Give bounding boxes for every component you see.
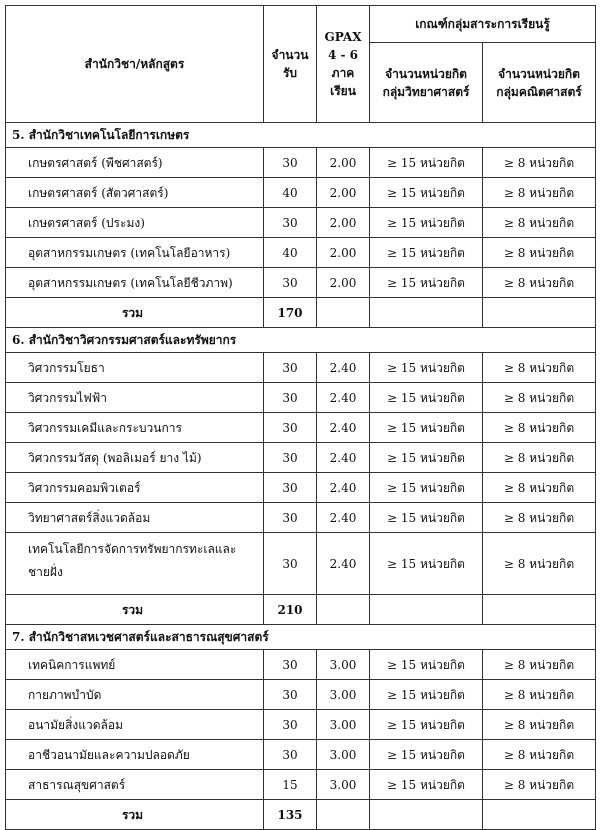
science-credits-cell: ≥ 15 หน่วยกิต: [370, 710, 483, 740]
gpax-cell: 2.40: [317, 503, 370, 533]
gpax-cell: 2.40: [317, 473, 370, 503]
program-name: เกษตรศาสตร์ (พืชศาสตร์): [6, 148, 264, 178]
science-credits-cell: ≥ 15 หน่วยกิต: [370, 650, 483, 680]
section-row: [6, 328, 596, 353]
total-label: รวม: [6, 595, 264, 625]
math-credits-cell: ≥ 8 หน่วยกิต: [483, 178, 596, 208]
empty-cell: [317, 800, 370, 830]
total-row: [6, 298, 596, 328]
program-name: วิศวกรรมวัสดุ (พอลิเมอร์ ยาง ไม้): [6, 443, 264, 473]
seats-cell: 30: [264, 740, 317, 770]
admission-table: [5, 5, 596, 830]
empty-cell: [370, 800, 483, 830]
gpax-cell: 2.00: [317, 238, 370, 268]
table-row: [6, 208, 596, 238]
empty-cell: [370, 595, 483, 625]
table-row: [6, 650, 596, 680]
table-row: [6, 710, 596, 740]
gpax-cell: 2.40: [317, 413, 370, 443]
header-criteria: เกณฑ์กลุ่มสาระการเรียนรู้: [370, 6, 596, 43]
total-label: รวม: [6, 800, 264, 830]
seats-cell: 30: [264, 443, 317, 473]
table-row: [6, 770, 596, 800]
seats-cell: 30: [264, 473, 317, 503]
gpax-cell: 3.00: [317, 680, 370, 710]
gpax-cell: 2.00: [317, 268, 370, 298]
program-name: เทคนิคการแพทย์: [6, 650, 264, 680]
math-credits-cell: ≥ 8 หน่วยกิต: [483, 710, 596, 740]
empty-cell: [483, 800, 596, 830]
section-title: 5. สำนักวิชาเทคโนโลยีการเกษตร: [6, 123, 596, 148]
total-row: [6, 595, 596, 625]
seats-cell: 30: [264, 383, 317, 413]
table-row: [6, 238, 596, 268]
science-credits-cell: ≥ 15 หน่วยกิต: [370, 208, 483, 238]
table-header: [6, 6, 596, 123]
science-credits-cell: ≥ 15 หน่วยกิต: [370, 268, 483, 298]
table-body: [6, 123, 596, 830]
gpax-cell: 2.40: [317, 383, 370, 413]
table-row: [6, 680, 596, 710]
science-credits-cell: ≥ 15 หน่วยกิต: [370, 383, 483, 413]
gpax-cell: 3.00: [317, 710, 370, 740]
math-credits-cell: ≥ 8 หน่วยกิต: [483, 148, 596, 178]
science-credits-cell: ≥ 15 หน่วยกิต: [370, 353, 483, 383]
seats-cell: 30: [264, 533, 317, 595]
science-credits-cell: ≥ 15 หน่วยกิต: [370, 770, 483, 800]
table-row: [6, 178, 596, 208]
math-credits-cell: ≥ 8 หน่วยกิต: [483, 238, 596, 268]
gpax-cell: 2.40: [317, 443, 370, 473]
header-program: สำนักวิชา/หลักสูตร: [6, 6, 264, 123]
science-credits-cell: ≥ 15 หน่วยกิต: [370, 533, 483, 595]
table-row: [6, 413, 596, 443]
math-credits-cell: ≥ 8 หน่วยกิต: [483, 383, 596, 413]
math-credits-cell: ≥ 8 หน่วยกิต: [483, 680, 596, 710]
math-credits-cell: ≥ 8 หน่วยกิต: [483, 533, 596, 595]
table-row: [6, 148, 596, 178]
section-row: [6, 625, 596, 650]
seats-cell: 30: [264, 353, 317, 383]
section-title: 7. สำนักวิชาสหเวชศาสตร์และสาธารณสุขศาสตร์: [6, 625, 596, 650]
science-credits-cell: ≥ 15 หน่วยกิต: [370, 680, 483, 710]
program-name: อุตสาหกรรมเกษตร (เทคโนโลยีอาหาร): [6, 238, 264, 268]
program-name: วิศวกรรมไฟฟ้า: [6, 383, 264, 413]
seats-cell: 30: [264, 503, 317, 533]
empty-cell: [483, 595, 596, 625]
math-credits-cell: ≥ 8 หน่วยกิต: [483, 503, 596, 533]
science-credits-cell: ≥ 15 หน่วยกิต: [370, 503, 483, 533]
gpax-cell: 2.40: [317, 533, 370, 595]
program-name: วิศวกรรมโยธา: [6, 353, 264, 383]
table-row: [6, 353, 596, 383]
section-title: 6. สำนักวิชาวิศวกรรมศาสตร์และทรัพยากร: [6, 328, 596, 353]
total-label: รวม: [6, 298, 264, 328]
table-row: [6, 383, 596, 413]
math-credits-cell: ≥ 8 หน่วยกิต: [483, 650, 596, 680]
total-value: 210: [264, 595, 317, 625]
gpax-cell: 3.00: [317, 740, 370, 770]
program-name: อาชีวอนามัยและความปลอดภัย: [6, 740, 264, 770]
program-name: เทคโนโลยีการจัดการทรัพยากรทะเลและชายฝั่ง: [6, 533, 264, 595]
science-credits-cell: ≥ 15 หน่วยกิต: [370, 148, 483, 178]
seats-cell: 30: [264, 148, 317, 178]
table-row: [6, 443, 596, 473]
gpax-cell: 2.00: [317, 208, 370, 238]
seats-cell: 30: [264, 413, 317, 443]
empty-cell: [483, 298, 596, 328]
section-row: [6, 123, 596, 148]
gpax-cell: 3.00: [317, 770, 370, 800]
header-science-credits: จำนวนหน่วยกิตกลุ่มวิทยาศาสตร์: [370, 43, 483, 123]
math-credits-cell: ≥ 8 หน่วยกิต: [483, 770, 596, 800]
seats-cell: 15: [264, 770, 317, 800]
empty-cell: [317, 595, 370, 625]
program-name: อนามัยสิ่งแวดล้อม: [6, 710, 264, 740]
seats-cell: 30: [264, 680, 317, 710]
empty-cell: [317, 298, 370, 328]
header-seats: จำนวนรับ: [264, 6, 317, 123]
table-row: [6, 740, 596, 770]
gpax-cell: 2.00: [317, 178, 370, 208]
seats-cell: 40: [264, 238, 317, 268]
math-credits-cell: ≥ 8 หน่วยกิต: [483, 353, 596, 383]
math-credits-cell: ≥ 8 หน่วยกิต: [483, 268, 596, 298]
header-gpax: GPAX 4 - 6 ภาคเรียน: [317, 6, 370, 123]
total-row: [6, 800, 596, 830]
science-credits-cell: ≥ 15 หน่วยกิต: [370, 238, 483, 268]
program-name: กายภาพบำบัด: [6, 680, 264, 710]
math-credits-cell: ≥ 8 หน่วยกิต: [483, 473, 596, 503]
empty-cell: [370, 298, 483, 328]
gpax-cell: 2.00: [317, 148, 370, 178]
science-credits-cell: ≥ 15 หน่วยกิต: [370, 443, 483, 473]
science-credits-cell: ≥ 15 หน่วยกิต: [370, 473, 483, 503]
table-row: [6, 473, 596, 503]
table-row: [6, 503, 596, 533]
seats-cell: 30: [264, 650, 317, 680]
science-credits-cell: ≥ 15 หน่วยกิต: [370, 178, 483, 208]
gpax-cell: 2.40: [317, 353, 370, 383]
program-name: วิศวกรรมเคมีและกระบวนการ: [6, 413, 264, 443]
program-name: วิศวกรรมคอมพิวเตอร์: [6, 473, 264, 503]
math-credits-cell: ≥ 8 หน่วยกิต: [483, 443, 596, 473]
program-name: สาธารณสุขศาสตร์: [6, 770, 264, 800]
seats-cell: 30: [264, 268, 317, 298]
total-value: 135: [264, 800, 317, 830]
program-name: อุตสาหกรรมเกษตร (เทคโนโลยีชีวภาพ): [6, 268, 264, 298]
program-name: วิทยาศาสตร์สิ่งแวดล้อม: [6, 503, 264, 533]
math-credits-cell: ≥ 8 หน่วยกิต: [483, 413, 596, 443]
header-math-credits: จำนวนหน่วยกิตกลุ่มคณิตศาสตร์: [483, 43, 596, 123]
math-credits-cell: ≥ 8 หน่วยกิต: [483, 208, 596, 238]
math-credits-cell: ≥ 8 หน่วยกิต: [483, 740, 596, 770]
seats-cell: 30: [264, 208, 317, 238]
program-name: เกษตรศาสตร์ (ประมง): [6, 208, 264, 238]
science-credits-cell: ≥ 15 หน่วยกิต: [370, 413, 483, 443]
table-row: [6, 533, 596, 595]
gpax-cell: 3.00: [317, 650, 370, 680]
table-row: [6, 268, 596, 298]
science-credits-cell: ≥ 15 หน่วยกิต: [370, 740, 483, 770]
seats-cell: 30: [264, 710, 317, 740]
total-value: 170: [264, 298, 317, 328]
program-name: เกษตรศาสตร์ (สัตวศาสตร์): [6, 178, 264, 208]
seats-cell: 40: [264, 178, 317, 208]
